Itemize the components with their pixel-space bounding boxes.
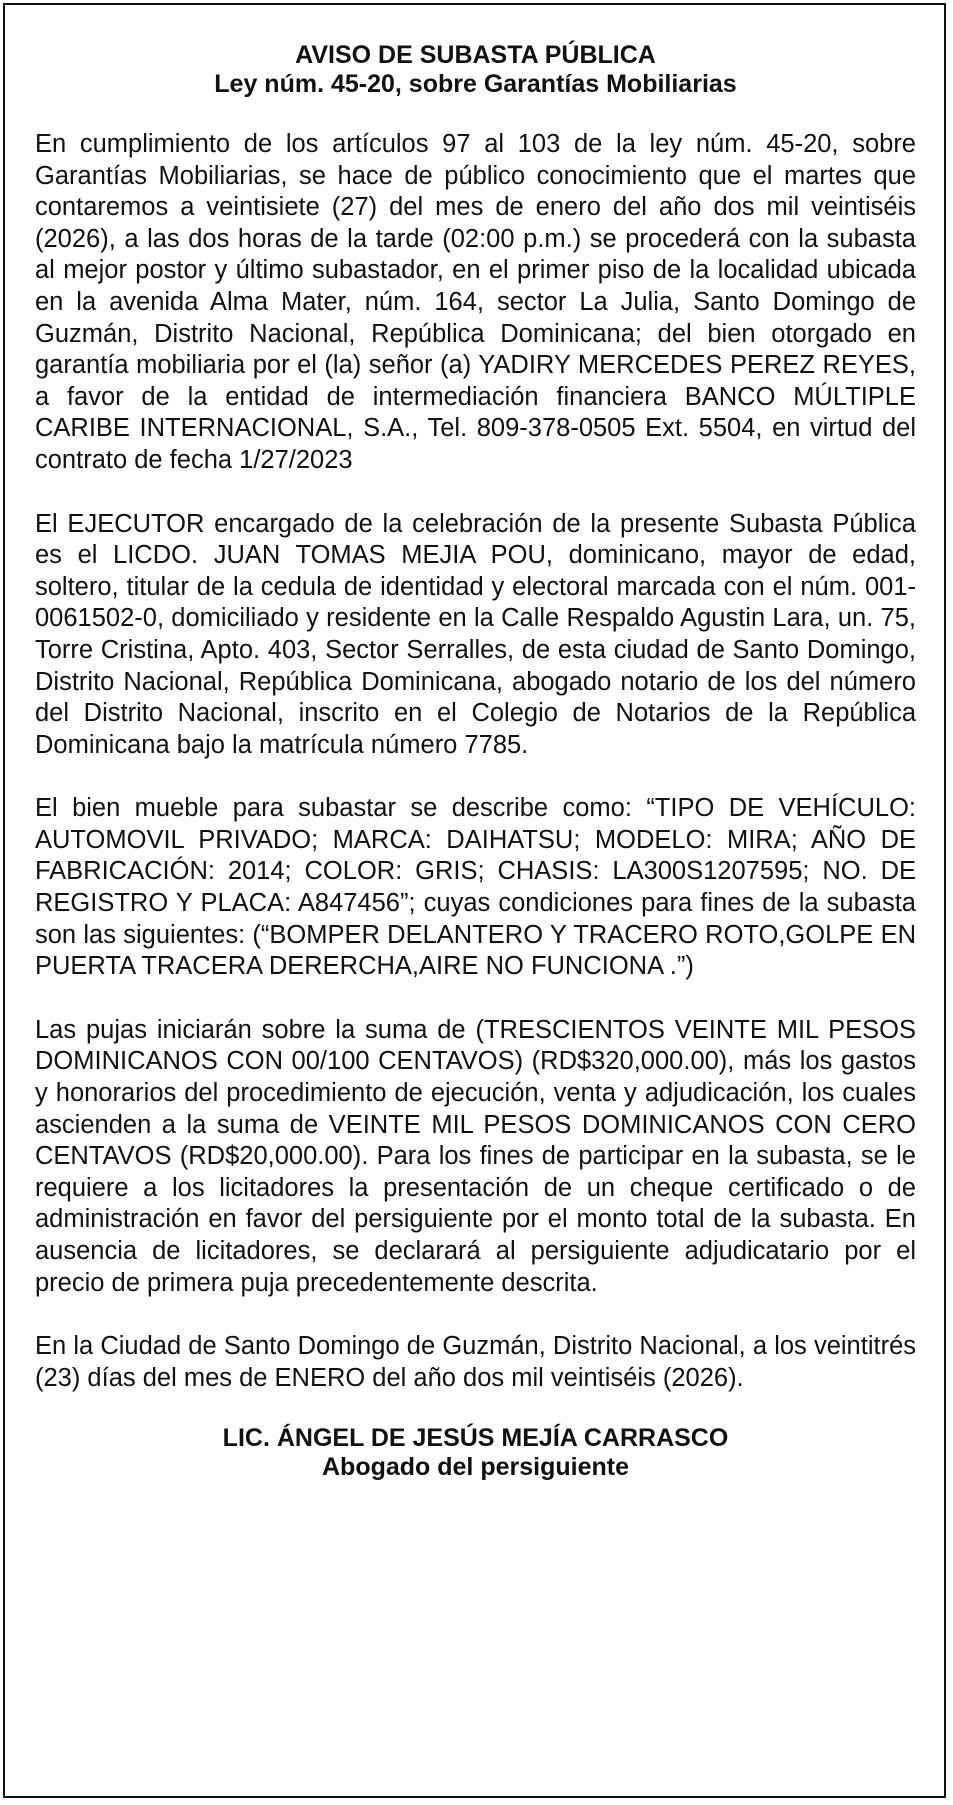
date-place-paragraph: En la Ciudad de Santo Domingo de Guzmán, Distrito Nacional, a los veintitrés (23) días del mes de ENERO del año dos mil veintiséis (2026).: [35, 1332, 916, 1392]
vehicle-description-paragraph: El bien mueble para subastar se describe como: “TIPO DE VEHÍCULO: AUTOMOVIL PRIVADO; MARCA: DAIHATSU; MODELO: MIRA; AÑO DE FABRICACIÓN: 2014; COLOR: GRIS; CHASIS: LA300S1207595; NO. DE REGISTRO Y PLACA: A847456”; cuyas condiciones para fines de la subasta son las siguientes: (“BOMPER DELANTERO Y TRACERO ROTO,GOLPE EN PUERTA TRACERA DERERCHA,AIRE NO FUNCIONA .”): [35, 794, 916, 981]
intro-paragraph: En cumplimiento de los artículos 97 al 103 de la ley núm. 45-20, sobre Garantías Mobiliarias, se hace de público conocimiento que el martes que contaremos a veintisiete (27) del mes de enero del año dos mil veintiséis (2026), a las dos horas de la tarde (02:00 p.m.) se procederá con la subasta al mejor postor y último subastador, en el primer piso de la localidad ubicada en la avenida Alma Mater, núm. 164, sector La Julia, Santo Domingo de Guzmán, Distrito Nacional, República Dominicana; del bien otorgado en garantía mobiliaria por el (la) señor (a) YADIRY MERCEDES PEREZ REYES, a favor de la entidad de intermediación financiera BANCO MÚLTIPLE CARIBE INTERNACIONAL, S.A., Tel. 809-378-0505 Ext. 5504, en virtud del contrato de fecha 1/27/2023: [35, 130, 916, 474]
notice-title: AVISO DE SUBASTA PÚBLICA: [295, 41, 656, 69]
bidding-terms-paragraph: Las pujas iniciarán sobre la suma de (TRESCIENTOS VEINTE MIL PESOS DOMINICANOS CON 00/100 CENTAVOS) (RD$320,000.00), más los gastos y honorarios del procedimiento de ejecución, venta y adjudicación, los cuales ascienden a la suma de VEINTE MIL PESOS DOMINICANOS CON CERO CENTAVOS (RD$20,000.00). Para los fines de participar en la subasta, se le requiere a los licitadores la presentación de un cheque certificado o de administración en favor del persiguiente por el monto total de la subasta. En ausencia de licitadores, se declarará al persiguiente adjudicatario por el precio de primera puja precedentemente descrita.: [35, 1015, 916, 1297]
auction-notice: [3, 3, 946, 1798]
signature-block: [35, 1424, 916, 1482]
executor-paragraph: El EJECUTOR encargado de la celebración de la presente Subasta Pública es el LICDO. JUAN TOMAS MEJIA POU, dominicano, mayor de edad, soltero, titular de la cedula de identidad y electoral marcada con el núm. 001-0061502-0, domiciliado y residente en la Calle Respaldo Agustin Lara, un. 75, Torre Cristina, Apto. 403, Sector Serralles, de esta ciudad de Santo Domingo, Distrito Nacional, República Dominicana, abogado notario de los del número del Distrito Nacional, inscrito en el Colegio de Notarios de la República Dominicana bajo la matrícula número 7785.: [35, 509, 916, 759]
notice-heading: [35, 41, 916, 99]
notice-subtitle: Ley núm. 45-20, sobre Garantías Mobiliarias: [214, 70, 737, 98]
signature-role: Abogado del persiguiente: [322, 1453, 629, 1482]
signature-name: LIC. ÁNGEL DE JESÚS MEJÍA CARRASCO: [222, 1424, 729, 1453]
